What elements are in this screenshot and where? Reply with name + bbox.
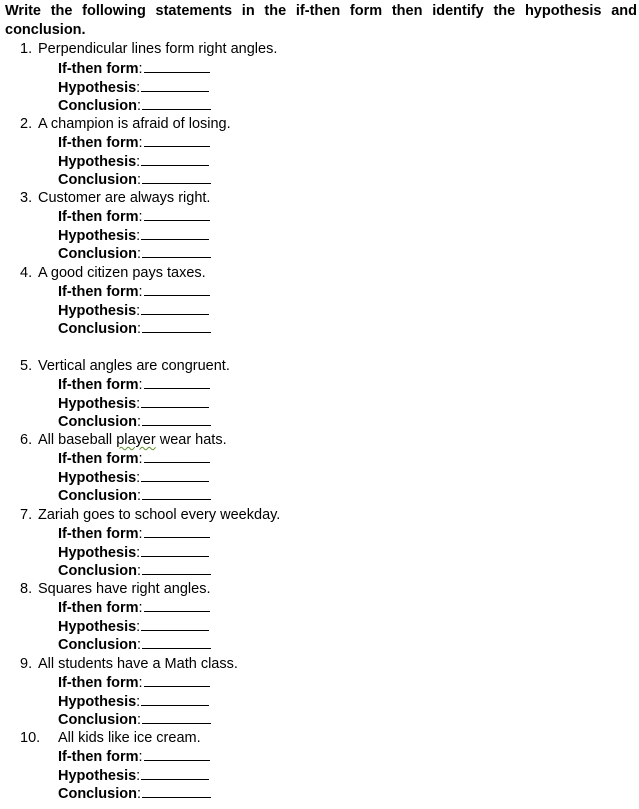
hypothesis-field: Hypothesis: [58,765,209,784]
hypothesis-blank[interactable] [141,765,209,780]
if-then-label: If-then form [58,61,139,77]
statement-text: Squares have right angles. [38,581,211,597]
conclusion-blank[interactable] [142,169,211,184]
statement-line [0,654,600,674]
hypothesis-label: Hypothesis [58,619,137,635]
if-then-label: If-then form [58,135,139,151]
hypothesis-blank[interactable] [141,151,209,166]
conclusion-field: Conclusion: [58,709,211,728]
item-number: 8. [20,581,33,597]
conclusion-blank[interactable] [142,318,211,333]
hypothesis-label: Hypothesis [58,154,137,170]
item-number: 10. [20,730,41,746]
item-number: 1. [20,41,33,57]
item-number: 3. [20,190,33,206]
hypothesis-blank[interactable] [141,542,209,557]
if-then-label: If-then form [58,675,139,691]
if-then-field: If-then form: [58,523,210,542]
statement-line [0,263,600,283]
hypothesis-label: Hypothesis [58,768,137,784]
if-then-field: If-then form: [58,597,210,616]
conclusion-label: Conclusion [58,321,137,337]
statement-text: All baseball player wear hats. [38,432,227,448]
if-then-field: If-then form: [58,448,210,467]
if-then-field: If-then form: [58,281,210,300]
statement-text: Zariah goes to school every weekday. [38,507,281,523]
conclusion-label: Conclusion [58,712,137,728]
conclusion-blank[interactable] [142,485,211,500]
if-then-blank[interactable] [144,58,210,73]
statement-line [0,430,600,450]
conclusion-field: Conclusion: [58,169,211,188]
statement-line [0,505,600,525]
hypothesis-label: Hypothesis [58,303,137,319]
if-then-blank[interactable] [144,672,210,687]
statement-text: Vertical angles are congruent. [38,358,230,374]
conclusion-blank[interactable] [142,95,211,110]
conclusion-field: Conclusion: [58,318,211,337]
conclusion-field: Conclusion: [58,95,211,114]
conclusion-field: Conclusion: [58,783,211,802]
if-then-blank[interactable] [144,523,210,538]
if-then-label: If-then form [58,749,139,765]
conclusion-blank[interactable] [142,560,211,575]
if-then-field: If-then form: [58,132,210,151]
hypothesis-blank[interactable] [141,467,209,482]
if-then-label: If-then form [58,284,139,300]
hypothesis-blank[interactable] [141,225,209,240]
conclusion-label: Conclusion [58,786,137,802]
if-then-label: If-then form [58,451,139,467]
statement-text: All kids like ice cream. [58,730,201,746]
if-then-blank[interactable] [144,746,210,761]
hypothesis-blank[interactable] [141,393,209,408]
hypothesis-label: Hypothesis [58,396,137,412]
item-number: 2. [20,116,33,132]
if-then-label: If-then form [58,600,139,616]
hypothesis-field: Hypothesis: [58,225,209,244]
hypothesis-label: Hypothesis [58,228,137,244]
conclusion-blank[interactable] [142,411,211,426]
statement-line [0,114,600,134]
hypothesis-blank[interactable] [141,77,209,92]
conclusion-label: Conclusion [58,488,137,504]
conclusion-label: Conclusion [58,563,137,579]
if-then-blank[interactable] [144,374,210,389]
hypothesis-field: Hypothesis: [58,616,209,635]
conclusion-label: Conclusion [58,98,137,114]
hypothesis-blank[interactable] [141,691,209,706]
conclusion-blank[interactable] [142,243,211,258]
hypothesis-field: Hypothesis: [58,151,209,170]
if-then-blank[interactable] [144,132,210,147]
if-then-field: If-then form: [58,206,210,225]
conclusion-label: Conclusion [58,414,137,430]
statement-line [0,579,600,599]
statement-text: Customer are always right. [38,190,211,206]
if-then-blank[interactable] [144,206,210,221]
statement-text: Perpendicular lines form right angles. [38,41,278,57]
if-then-label: If-then form [58,526,139,542]
statement-text: All students have a Math class. [38,656,238,672]
if-then-field: If-then form: [58,672,210,691]
item-number: 6. [20,432,33,448]
hypothesis-blank[interactable] [141,616,209,631]
item-number: 7. [20,507,33,523]
statement-line [0,728,600,748]
instructions-heading: Write the following statements in the if-then form then identify the hypothesis and conclusion. [5,3,637,38]
if-then-label: If-then form [58,209,139,225]
conclusion-field: Conclusion: [58,243,211,262]
if-then-field: If-then form: [58,746,210,765]
conclusion-field: Conclusion: [58,560,211,579]
statement-line [0,39,600,59]
hypothesis-field: Hypothesis: [58,393,209,412]
hypothesis-field: Hypothesis: [58,542,209,561]
statement-line [0,188,600,208]
hypothesis-label: Hypothesis [58,80,137,96]
conclusion-field: Conclusion: [58,411,211,430]
hypothesis-field: Hypothesis: [58,77,209,96]
if-then-field: If-then form: [58,374,210,393]
statement-line [0,356,600,376]
hypothesis-label: Hypothesis [58,470,137,486]
conclusion-label: Conclusion [58,172,137,188]
hypothesis-field: Hypothesis: [58,691,209,710]
if-then-field: If-then form: [58,58,210,77]
if-then-blank[interactable] [144,281,210,296]
conclusion-label: Conclusion [58,637,137,653]
hypothesis-blank[interactable] [141,300,209,315]
item-number: 5. [20,358,33,374]
item-number: 9. [20,656,33,672]
hypothesis-field: Hypothesis: [58,300,209,319]
conclusion-blank[interactable] [142,709,211,724]
hypothesis-label: Hypothesis [58,545,137,561]
conclusion-field: Conclusion: [58,485,211,504]
statement-text: A champion is afraid of losing. [38,116,231,132]
conclusion-blank[interactable] [142,783,211,798]
conclusion-blank[interactable] [142,634,211,649]
if-then-blank[interactable] [144,448,210,463]
statement-text: A good citizen pays taxes. [38,265,206,281]
grammar-flagged-word: player [116,432,156,448]
item-number: 4. [20,265,33,281]
if-then-label: If-then form [58,377,139,393]
if-then-blank[interactable] [144,597,210,612]
conclusion-field: Conclusion: [58,634,211,653]
conclusion-label: Conclusion [58,246,137,262]
hypothesis-field: Hypothesis: [58,467,209,486]
hypothesis-label: Hypothesis [58,694,137,710]
